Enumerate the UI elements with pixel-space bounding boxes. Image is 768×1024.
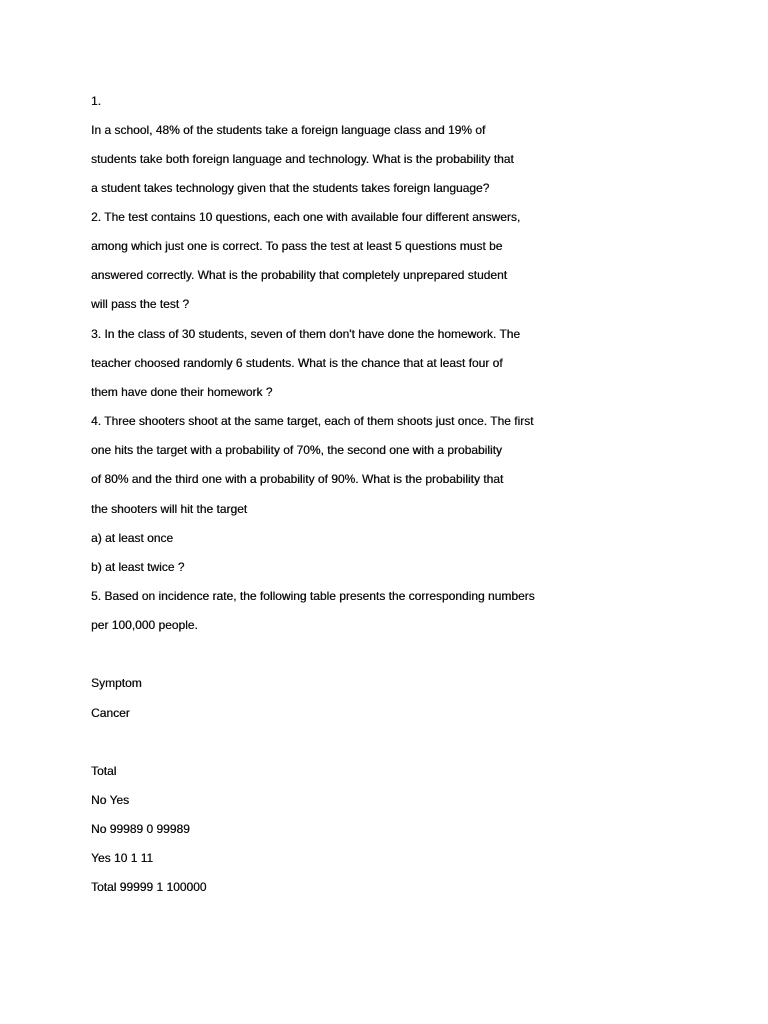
- table-row-yes: Yes 10 1 11: [91, 851, 154, 865]
- question-3-text: teacher choosed randomly 6 students. What is the chance that at least four of: [91, 356, 503, 370]
- question-2-text: 2. The test contains 10 questions, each one with available four different answers,: [91, 210, 521, 224]
- question-1-text: students take both foreign language and technology. What is the probability that: [91, 152, 514, 166]
- question-1-number: 1.: [91, 94, 102, 108]
- question-4-part-a: a) at least once: [91, 531, 174, 545]
- question-1-text: a student takes technology given that the students takes foreign language?: [91, 181, 490, 195]
- question-4-part-b: b) at least twice ?: [91, 560, 185, 574]
- table-row-no: No 99989 0 99989: [91, 822, 190, 836]
- question-5-text: per 100,000 people.: [91, 618, 198, 632]
- question-4-text: 4. Three shooters shoot at the same target, each of them shoots just once. The first: [91, 414, 534, 428]
- question-1-text: In a school, 48% of the students take a foreign language class and 19% of: [91, 123, 486, 137]
- table-header-total: Total: [91, 764, 117, 778]
- question-2-text: answered correctly. What is the probability that completely unprepared student: [91, 268, 507, 282]
- question-2-text: will pass the test ?: [91, 297, 190, 311]
- question-3-text: them have done their homework ?: [91, 385, 273, 399]
- question-4-text: one hits the target with a probability of 70%, the second one with a probability: [91, 443, 502, 457]
- question-2-text: among which just one is correct. To pass the test at least 5 questions must be: [91, 239, 503, 253]
- question-4-text: of 80% and the third one with a probability of 90%. What is the probability that: [91, 472, 504, 486]
- table-row-total: Total 99999 1 100000: [91, 880, 207, 894]
- table-subheader: No Yes: [91, 793, 130, 807]
- table-header-cancer: Cancer: [91, 706, 130, 720]
- question-3-text: 3. In the class of 30 students, seven of them don't have done the homework. The: [91, 327, 520, 341]
- question-5-text: 5. Based on incidence rate, the following table presents the corresponding numbers: [91, 589, 535, 603]
- table-header-symptom: Symptom: [91, 676, 142, 690]
- question-4-text: the shooters will hit the target: [91, 502, 248, 516]
